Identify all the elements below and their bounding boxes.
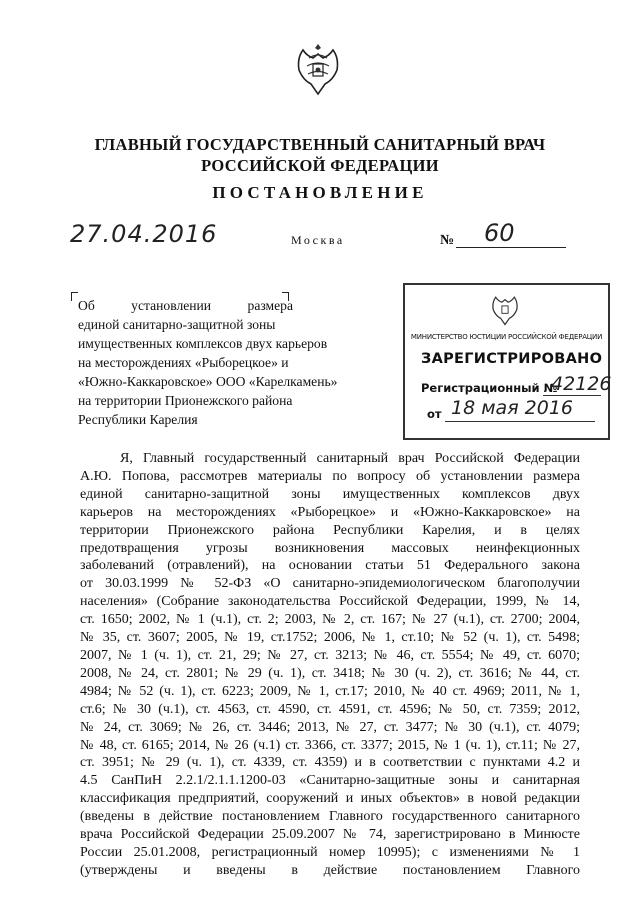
- body-line: предотвращения угрозы возникновения массовых неинфекционных: [80, 540, 580, 556]
- handwritten-date: 27.04.2016: [70, 220, 218, 248]
- body-line: Я, Главный государственный санитарный врач Российской Федерации: [120, 451, 580, 466]
- body-line: (введены в действие постановлением Главного государственного санитарного: [80, 809, 580, 825]
- body-line: классификация предприятий, сооружений и иных объектов» в новой редакции: [80, 791, 580, 807]
- subject-word: размера: [247, 298, 293, 313]
- body-line: территории Прионежского района Республики Карелия, и в целях: [80, 522, 580, 538]
- coat-of-arms-icon: [489, 291, 521, 327]
- coat-of-arms-icon: [293, 40, 343, 98]
- body-line: ст.6; № 30 (ч.1), ст. 4563, ст. 4590, ст. 4591, ст. 4596; № 50, ст. 7359; 2012,: [80, 701, 580, 717]
- body-line: ст. 1650; 2002, № 1 (ч.1), ст. 2; 2003, № 2, ст. 167; № 27 (ч.1), ст. 2700; 2004,: [80, 612, 580, 628]
- subject-line: Республики Карелия: [78, 412, 198, 427]
- body-line: ст. 3951; № 29 (ч. 1), ст. 4339, ст. 4359) и в соответствии с пунктами 4.2 и: [80, 755, 580, 771]
- issuer-title-line1: ГЛАВНЫЙ ГОСУДАРСТВЕННЫЙ САНИТАРНЫЙ ВРАЧ: [94, 135, 546, 154]
- body-text: [80, 450, 580, 880]
- subject-word: Об: [78, 298, 95, 313]
- body-line: заболеваний (отравлений), на основании статьи 51 Федерального закона: [80, 558, 580, 574]
- registration-stamp: [403, 283, 610, 440]
- body-line: № 35, ст. 3607; 2005, № 19, ст.1752; 2006, № 1, ст.10; № 52 (ч. 1), ст. 5498;: [80, 630, 580, 646]
- subject-line: имущественных комплексов двух карьеров: [78, 336, 328, 351]
- body-line: 4984; № 52 (ч. 1), ст. 6223; 2009, № 1, ст.17; 2010, № 40 ст. 4969; 2011, № 1,: [80, 683, 580, 699]
- body-line: № 24, ст. 3069; № 26, ст. 3446; 2013, № 27, ст. 3477; № 30 (ч.1), ст. 4079;: [80, 719, 580, 735]
- stamp-reg-label: Регистрационный №: [421, 381, 558, 395]
- number-underline: [456, 247, 566, 248]
- subject-line: «Южно-Каккаровское» ООО «Карелкамень»: [78, 374, 338, 389]
- issuer-title-line2: РОССИЙСКОЙ ФЕДЕРАЦИИ: [201, 156, 439, 175]
- body-line: России 25.01.2008, регистрационный номер 10995); с изменениями № 1: [80, 844, 580, 860]
- stamp-date-label: от: [427, 407, 442, 421]
- issuer-title: [0, 134, 640, 176]
- stamp-underline: [445, 421, 595, 422]
- body-line: А.Ю. Попова, рассмотрев материалы по вопросу об установлении размера: [80, 468, 580, 484]
- document-number: 60: [484, 219, 515, 247]
- stamp-organization: МИНИСТЕРСТВО ЮСТИЦИИ РОССИЙСКОЙ ФЕДЕРАЦИИ: [410, 333, 603, 341]
- stamp-underline: [543, 395, 601, 396]
- body-line: 4.5 СанПиН 2.2.1/2.1.1.1200-03 «Санитарно-защитные зоны и санитарная: [80, 773, 580, 789]
- body-line: 2007, № 1 (ч. 1), ст. 21, 29; № 27, ст. 3213; № 46, ст. 5554; № 49, ст. 6070;: [80, 647, 580, 663]
- stamp-registered: ЗАРЕГИСТРИРОВАНО: [421, 351, 603, 367]
- subject-word: установлении: [131, 298, 212, 313]
- subject-block: [78, 296, 338, 429]
- body-line: от 30.03.1999 № 52-ФЗ «О санитарно-эпидемиологическом благополучии: [80, 576, 580, 592]
- stamp-reg-number: 42126: [551, 373, 612, 395]
- body-line: единой санитарно-защитной зоны имущественных комплексов двух: [80, 486, 580, 502]
- city: Москва: [291, 233, 345, 247]
- body-line: 2008, № 24, ст. 2801; № 29 (ч. 1), ст. 3418; № 30 (ч. 2), ст. 3616; № 44, ст.: [80, 665, 580, 681]
- body-line: населения» (Собрание законодательства Российской Федерации, 1999, № 14,: [80, 594, 580, 610]
- body-line: карьеров на месторождениях «Рыборецкое» и «Южно-Каккаровское» на: [80, 504, 580, 520]
- subject-line: на территории Прионежского района: [78, 393, 293, 408]
- body-line: врача Российской Федерации 25.09.2007 № 74, зарегистрировано в Минюсте: [80, 827, 580, 843]
- subject-bracket-left: [71, 292, 78, 301]
- body-line: (утверждены и введены в действие постановлением Главного: [80, 862, 580, 878]
- document-type: ПОСТАНОВЛЕНИЕ: [212, 183, 428, 202]
- subject-line: [78, 296, 293, 315]
- subject-line: единой санитарно-защитной зоны: [78, 317, 276, 332]
- subject-line: на месторождениях «Рыборецкое» и: [78, 355, 289, 370]
- stamp-date: 18 мая 2016: [451, 397, 574, 419]
- number-label: №: [440, 233, 455, 248]
- body-line: № 48, ст. 6165; 2014, № 26 (ч.1) ст. 3366, ст. 3377; 2015, № 1 (ч. 1), ст.11; № 27,: [80, 737, 580, 753]
